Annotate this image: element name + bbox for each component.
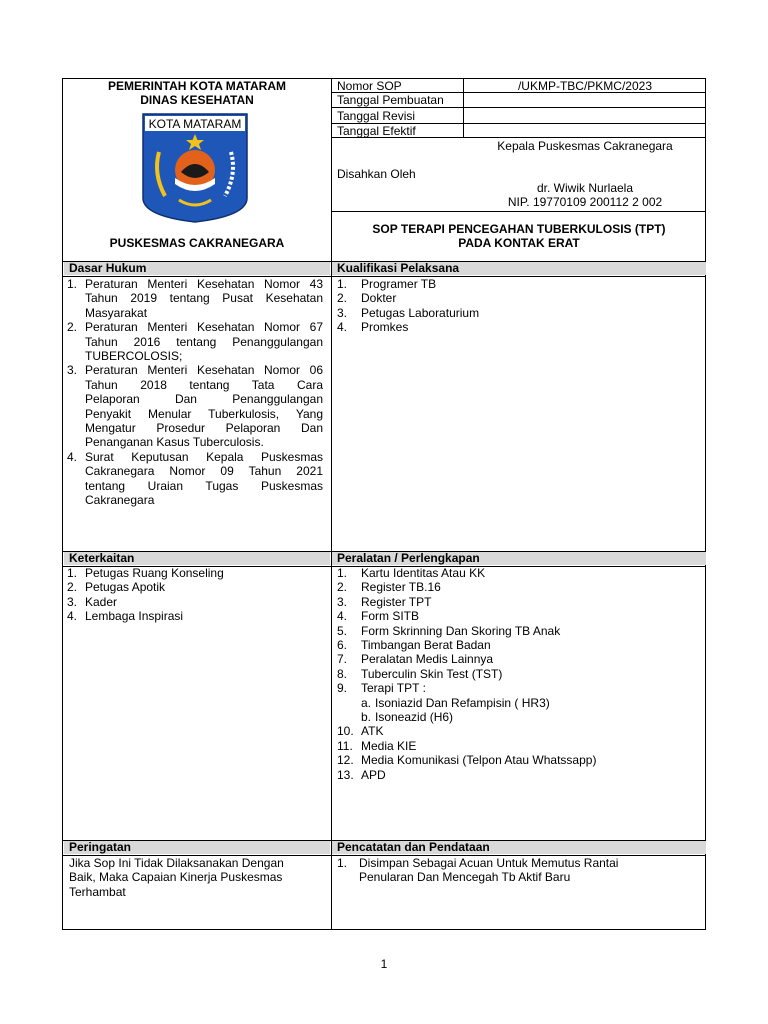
list-item: Kartu Identitas Atau KK (361, 566, 486, 580)
list-item: Isoneazid (H6) (375, 710, 454, 724)
list-item-line: Penanganan Kasus Tuberculosis. (85, 435, 264, 450)
list-item-line: Masyarakat (85, 305, 148, 320)
list-item-number: 13. (337, 767, 354, 782)
list-item-line: Surat Keputusan Kepala Puskesmas (85, 449, 323, 464)
list-item-number: 2. (337, 291, 348, 306)
list-item: ATK (361, 724, 384, 739)
peringatan-line: Terhambat (69, 884, 126, 899)
tanggal-efektif-label: Tanggal Efektif (337, 124, 416, 138)
list-item: Kader (85, 594, 118, 609)
peringatan-line: Jika Sop Ini Tidak Dilaksanakan Dengan (69, 856, 284, 870)
kualifikasi-heading: Kualifikasi Pelaksana (337, 261, 460, 275)
list-item-line: Cakranegara Nomor 09 Tahun 2021 (85, 464, 323, 479)
list-item: Petugas Apotik (85, 580, 166, 595)
list-item-number: 11. (337, 738, 353, 753)
nomor-sop-label: Nomor SOP (337, 79, 402, 93)
list-item: Programer TB (361, 277, 437, 291)
sop-document (62, 78, 706, 930)
puskesmas-name: PUSKESMAS CAKRANEGARA (109, 236, 285, 250)
list-item: Media Komunikasi (Telpon Atau Whatssapp) (361, 753, 597, 768)
tanggal-revisi-label: Tanggal Revisi (337, 109, 416, 123)
peringatan-heading: Peringatan (69, 840, 132, 854)
list-item: Lembaga Inspirasi (85, 609, 184, 624)
list-item-number: 1. (67, 566, 78, 580)
org-line-2: DINAS KESEHATAN (140, 93, 254, 107)
pencatatan-heading: Pencatatan dan Pendataan (337, 840, 490, 854)
list-item-line: Cakranegara (85, 493, 155, 507)
list-item: Form SITB (361, 609, 420, 624)
list-item-line: Penyakit Menular Tuberkulosis, Yang (85, 406, 323, 421)
row-divider (331, 211, 705, 212)
list-item-number: 4. (337, 320, 348, 335)
list-item-number: 2. (337, 580, 348, 595)
list-item-number: 8. (337, 666, 348, 681)
kepala-puskesmas: Kepala Puskesmas Cakranegara (497, 139, 673, 153)
list-item-line: TUBERCOLOSIS; (85, 349, 183, 363)
keterkaitan-heading: Keterkaitan (69, 551, 135, 565)
list-item-number: 1. (337, 856, 348, 870)
list-item: Peralatan Medis Lainnya (361, 652, 494, 667)
list-item-number: 7. (337, 652, 348, 667)
list-item-number: 4. (337, 609, 348, 624)
tanggal-pembuatan-label: Tanggal Pembuatan (337, 93, 444, 107)
list-item-line: Tahun 2018 tentang Tata Cara (85, 377, 323, 392)
list-item-number: 6. (337, 638, 348, 652)
list-item: Form Skrinning Dan Skoring TB Anak (361, 623, 561, 638)
list-item-line: Tahun 2016 tentang Penanggulangan (85, 334, 323, 349)
list-item: Tuberculin Skin Test (TST) (361, 666, 503, 681)
list-item-line: Peraturan Menteri Kesehatan Nomor 06 (85, 363, 323, 378)
list-item: Promkes (361, 320, 409, 335)
dasar-hukum-heading: Dasar Hukum (69, 261, 147, 275)
list-item: Register TPT (361, 594, 432, 609)
list-item-line: Pelaporan Dan Penanggulangan (85, 392, 323, 407)
list-item-number: 3. (337, 594, 348, 609)
kota-mataram-logo (139, 112, 251, 224)
list-item-number: 1. (67, 277, 78, 291)
list-item-number: 1. (337, 277, 348, 291)
list-item: Register TB.16 (361, 580, 441, 595)
list-item-number: 2. (67, 320, 78, 335)
list-item-number: 4. (67, 609, 78, 624)
list-item: Dokter (361, 291, 397, 306)
list-item-number: 4. (67, 449, 78, 464)
list-item: Timbangan Berat Badan (361, 638, 491, 652)
org-line-1: PEMERINTAH KOTA MATARAM (108, 79, 286, 93)
list-item-line: Mengatur Prosedur Pelaporan Dan (85, 421, 323, 435)
signatory-nip: NIP. 19770109 200112 2 002 (507, 195, 663, 209)
list-item: Terapi TPT : (361, 681, 426, 696)
peringatan-line: Baik, Maka Capaian Kinerja Puskesmas (69, 870, 283, 885)
row-divider (331, 107, 705, 108)
list-item-number: 3. (67, 594, 78, 609)
list-item-number: 3. (67, 363, 78, 378)
list-item-number: 3. (337, 305, 348, 320)
list-item: Petugas Ruang Konseling (85, 566, 224, 580)
list-item: APD (361, 767, 386, 782)
pencatatan-line: Disimpan Sebagai Acuan Untuk Memutus Rantai (359, 856, 619, 870)
sop-title-line-1: SOP TERAPI PENCEGAHAN TUBERKULOSIS (TPT) (372, 222, 666, 236)
list-item-number: 10. (337, 724, 354, 739)
sop-title-line-2: PADA KONTAK ERAT (458, 236, 580, 250)
list-item-number: 9. (337, 681, 348, 696)
column-divider (331, 79, 332, 929)
list-item-line: Peraturan Menteri Kesehatan Nomor 67 (85, 320, 323, 335)
page-number: 1 (380, 957, 388, 971)
list-item-line: tentang Uraian Tugas Puskesmas (85, 478, 323, 493)
peralatan-heading: Peralatan / Perlengkapan (337, 551, 480, 565)
signatory-name: dr. Wiwik Nurlaela (536, 181, 634, 195)
list-item: Petugas Laboraturium (361, 305, 480, 320)
logo-text: KOTA MATARAM (148, 117, 242, 131)
list-item-number: 2. (67, 580, 78, 595)
nomor-sop-value: /UKMP-TBC/PKMC/2023 (517, 79, 653, 93)
list-item-number: 1. (337, 566, 348, 580)
list-item-number: 5. (337, 623, 348, 638)
list-item-line: Tahun 2019 tentang Pusat Kesehatan (85, 291, 323, 306)
pencatatan-line: Penularan Dan Mencegah Tb Aktif Baru (359, 870, 571, 885)
list-item-number: a. (361, 695, 372, 710)
list-item-number: 12. (337, 753, 354, 768)
list-item-line: Peraturan Menteri Kesehatan Nomor 43 (85, 277, 323, 291)
disahkan-oleh-label: Disahkan Oleh (337, 167, 416, 181)
list-item: Isoniazid Dan Refampisin ( HR3) (375, 695, 550, 710)
list-item-number: b. (361, 710, 372, 724)
list-item: Media KIE (361, 738, 417, 753)
